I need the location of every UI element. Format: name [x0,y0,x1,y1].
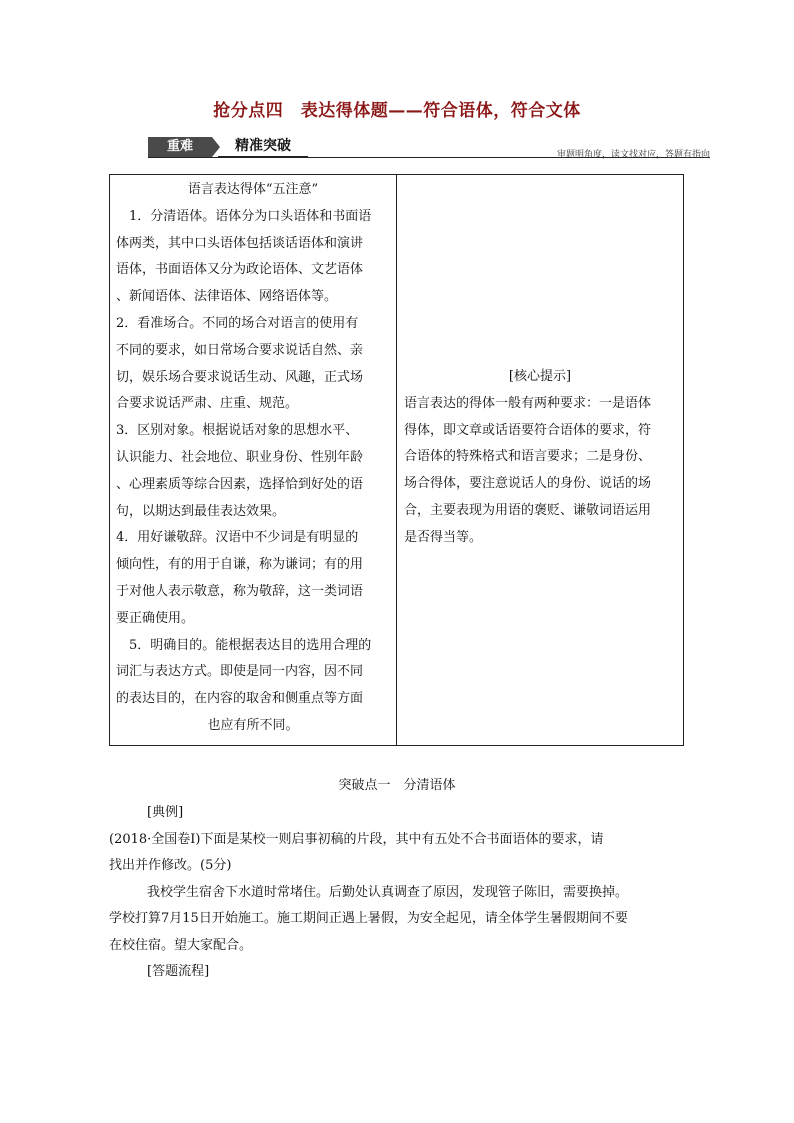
left-cell-line: 不同的要求，如日常场合要求说话自然、亲 [116,342,364,358]
process-label: [答题流程] [147,964,210,979]
section-heading: 突破点一 分清语体 [338,778,456,793]
passage-line: 我校学生宿舍下水道时常堵住。后勤处认真调查了原因，发现管子陈旧，需要换掉。 [147,884,629,900]
left-cell-line: 词汇与表达方式。即使是同一内容，因不同 [116,664,364,680]
left-cell-line: 语体，书面语体又分为政论语体、文艺语体 [116,262,364,278]
left-cell-line: 合要求说话严肃、庄重、规范。 [116,396,299,412]
left-cell-line: 、心理素质等综合因素，选择恰到好处的语 [116,476,364,492]
left-cell-line: 3．区别对象。根据说话对象的思想水平、 [116,423,359,439]
table-left-cell [116,177,390,740]
question-line: (2018·全国卷Ⅰ)下面是某校一则启事初稿的片段，其中有五处不合书面语体的要求，请 [109,831,604,847]
right-cell-line: 场合得体，要注意说话人的身份、说话的场 [404,476,652,492]
left-cell-line: 认识能力、社会地位、职业身份、性别年龄 [116,449,364,465]
question-line: 找出并作修改。(5分) [109,858,232,873]
left-cell-line: 1．分清语体。语体分为口头语体和书面语 [116,208,372,224]
left-cell-line: 也应有所不同。 [207,717,299,733]
left-cell-line: 倾向性，有的用于自谦，称为谦词；有的用 [116,557,364,573]
right-cell-line: 合语体的特殊格式和语言要求；二是身份、 [404,449,652,465]
right-cell-line: 语言表达的得体一般有两种要求：一是语体 [404,395,652,411]
left-cell-line: 5．明确目的。能根据表达目的选用合理的 [116,637,372,653]
left-cell-line: 要正确使用。 [116,610,195,626]
left-cell-heading: 语言表达得体“五注意” [187,182,319,197]
banner-note: 审题明角度，读文找对应，答题有指向 [556,150,710,160]
left-cell-line: 的表达目的，在内容的取舍和侧重点等方面 [116,691,364,707]
banner-label: 精准突破 [218,137,308,158]
left-cell-line: 4．用好谦敬辞。汉语中不少词是有明显的 [116,530,359,546]
left-cell-line: 句，以期达到最佳表达效果。 [116,503,286,519]
right-cell-line: 合，主要表现为用语的褒贬、谦敬词语运用 [404,502,652,518]
left-cell-line: 于对他人表示敬意，称为敬辞，这一类词语 [116,583,364,599]
right-cell-line: 得体，即文章或话语要符合语体的要求，符 [404,422,652,438]
example-label: [典例] [147,805,184,820]
passage-line: 学校打算7月15日开始施工。施工期间正遇上暑假，为安全起见，请全体学生暑假期间不要 [109,911,628,926]
tips-table [109,174,684,746]
passage-line: 在校住宿。望大家配合。 [109,937,253,953]
right-cell-heading: [核心提示] [508,369,572,384]
left-cell-line: 体两类，其中口头语体包括谈话语体和演讲 [116,235,364,251]
section-body [109,800,689,986]
left-cell-line: 切，娱乐场合要求说话生动、风趣，正式场 [116,369,364,385]
table-column-divider [396,175,397,745]
page-title: 抢分点四 表达得体题——符合语体，符合文体 [213,101,581,121]
left-cell-line: 2．看准场合。不同的场合对语言的使用有 [116,315,359,331]
banner-tag: 重难 [148,137,212,157]
left-cell-line: 、新闻语体、法律语体、网络语体等。 [116,289,338,305]
right-cell-line: 是否得当等。 [404,529,483,545]
table-right-cell [404,364,676,552]
